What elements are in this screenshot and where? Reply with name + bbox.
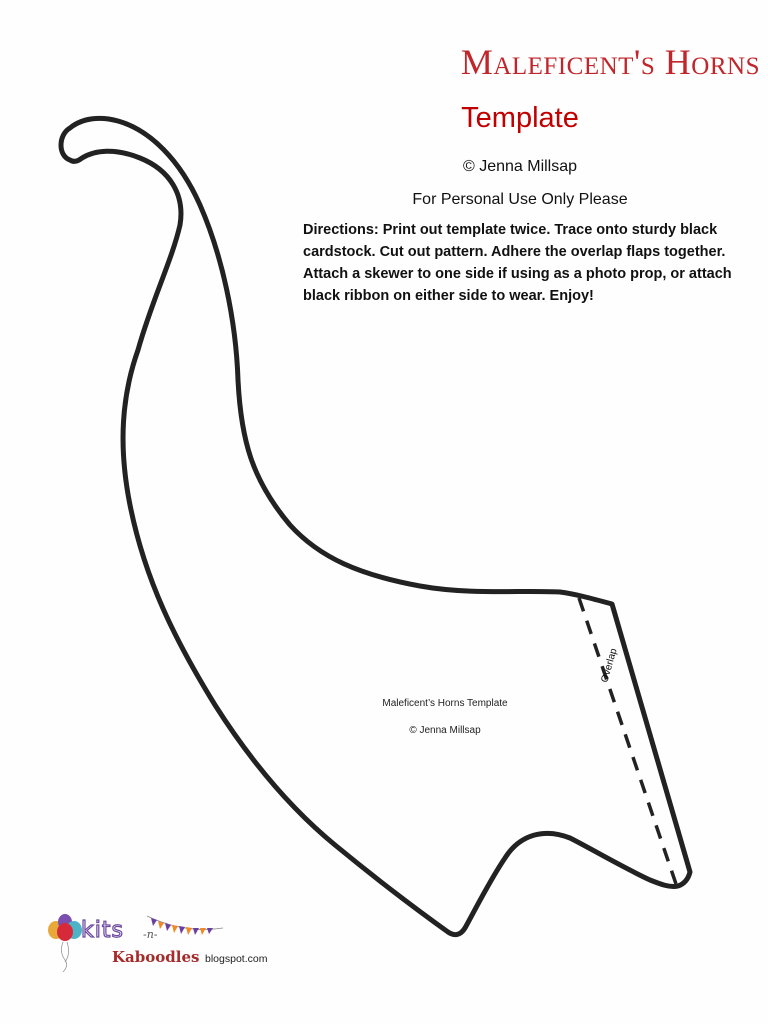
template-inner-title: Maleficent’s Horns Template (382, 698, 508, 709)
logo-domain-text: blogspot.com (205, 953, 268, 965)
personal-use-note: For Personal Use Only Please (412, 191, 628, 208)
copyright-line: © Jenna Millsap (462, 158, 578, 175)
directions-text: Directions: Print out template twice. Trace onto sturdy black cardstock. Cut out pattern. Adhere the overlap flaps together. Attach a skewer to one side if using as a photo prop, or attach black ribbon on either side to wear. Enjoy! (303, 222, 732, 304)
horn-outline-path (61, 118, 690, 934)
logo-kits-text: kits (81, 918, 124, 943)
template-inner-copyright: © Jenna Millsap (409, 725, 481, 736)
page-subtitle: Template (461, 102, 579, 134)
balloons-icon (45, 912, 85, 972)
overlap-fold-line (579, 598, 676, 884)
logo-n-text: -n- (143, 928, 158, 941)
page-title: Maleficent's Horns (460, 42, 760, 82)
logo-kaboodles-text: Kaboodles (112, 948, 200, 966)
overlap-label: Overlap (599, 647, 620, 684)
kits-n-kaboodles-logo (45, 912, 295, 972)
